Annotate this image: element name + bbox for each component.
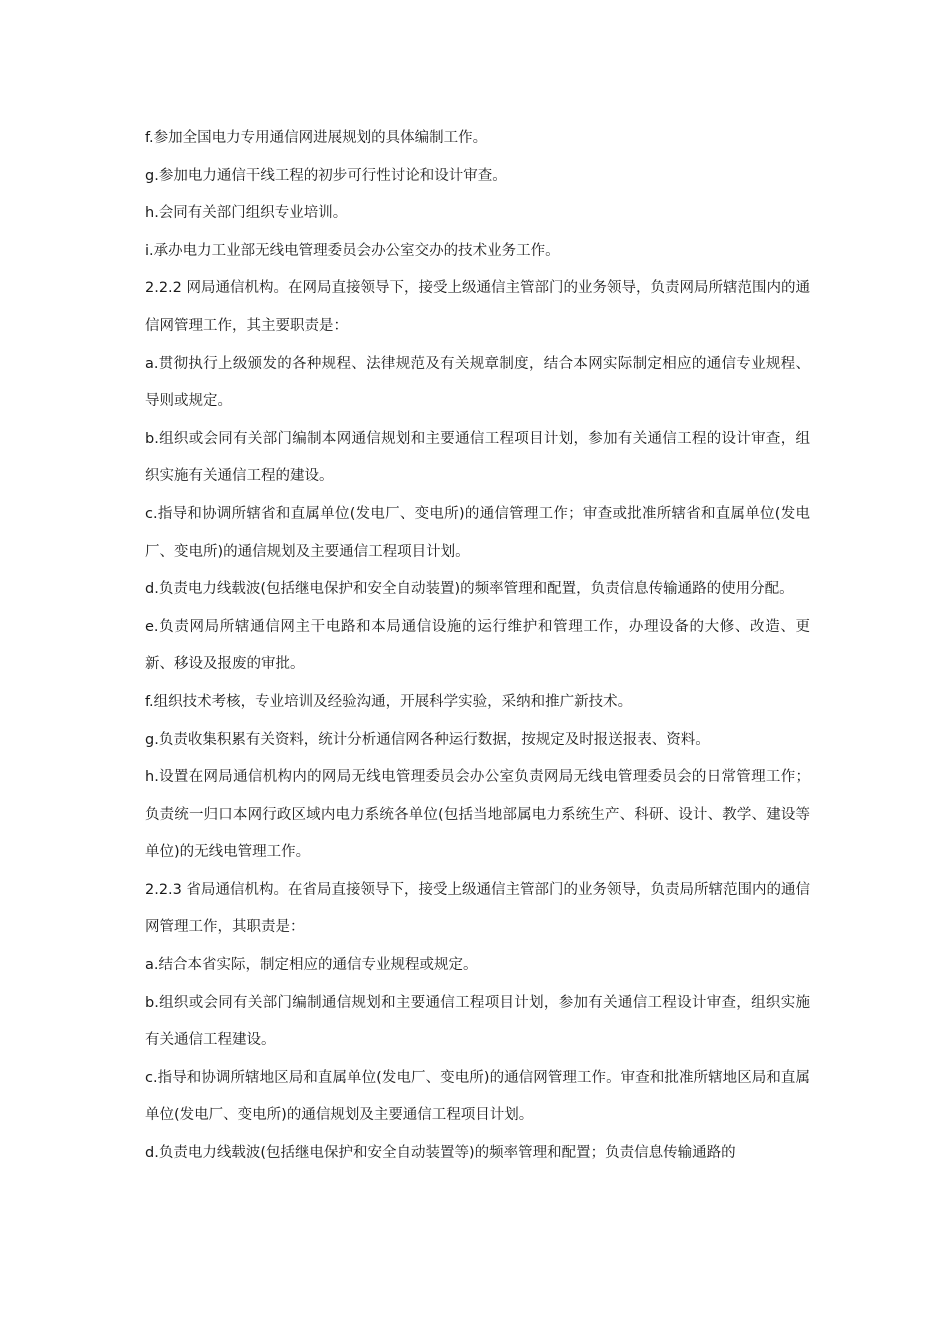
paragraph-d-frequency: d.负责电力线载波(包括继电保护和安全自动装置)的频率管理和配置，负责信息传输通路的使用分配。 <box>145 581 794 598</box>
paragraph-g-data-collection: g.负责收集积累有关资料，统计分析通信网各种运行数据，按规定及时报送报表、资料。 <box>145 731 710 748</box>
paragraph-g-trunk-review: g.参加电力通信干线工程的初步可行性讨论和设计审查。 <box>145 167 507 184</box>
paragraph-h-radio-management: h.设置在网局通信机构内的网局无线电管理委员会办公室负责网局无线电管理委员会的日常管理工作；负责统一归口本网行政区域内电力系统各单位(包括当地部属电力系统生产、科研、设计、教学、建设等单位)的无线电管理工作。 <box>145 769 810 861</box>
paragraph-a-regulations: a.贯彻执行上级颁发的各种规程、法律规范及有关规章制度，结合本网实际制定相应的通信专业规程、导则或规定。 <box>145 355 810 410</box>
paragraph-e-maintenance: e.负责网局所辖通信网主干电路和本局通信设施的运行维护和管理工作，办理设备的大修、改造、更新、移设及报废的审批。 <box>145 618 810 673</box>
paragraph-d-provincial-frequency: d.负责电力线载波(包括继电保护和安全自动装置等)的频率管理和配置；负责信息传输通路的 <box>145 1145 736 1162</box>
document-body <box>145 120 810 1173</box>
section-2-2-2-heading: 2.2.2 网局通信机构。在网局直接领导下，接受上级通信主管部门的业务领导，负责网局所辖范围内的通信网管理工作，其主要职责是： <box>145 280 810 334</box>
paragraph-c-coordination: c.指导和协调所辖省和直属单位(发电厂、变电所)的通信管理工作；审查或批准所辖省和直属单位(发电厂、变电所)的通信规划及主要通信工程项目计划。 <box>145 505 810 560</box>
section-2-2-3-heading: 2.2.3 省局通信机构。在省局直接领导下，接受上级通信主管部门的业务领导，负责局所辖范围内的通信网管理工作，其职责是： <box>145 881 810 936</box>
paragraph-h-training: h.会同有关部门组织专业培训。 <box>145 205 348 222</box>
paragraph-b-provincial-planning: b.组织或会同有关部门编制通信规划和主要通信工程项目计划，参加有关通信工程设计审查，组织实施有关通信工程建设。 <box>145 994 810 1049</box>
paragraph-a-provincial-rules: a.结合本省实际，制定相应的通信专业规程或规定。 <box>145 957 478 974</box>
paragraph-f-technical-assessment: f.组织技术考核，专业培训及经验沟通，开展科学实验，采纳和推广新技术。 <box>145 693 633 710</box>
paragraph-i-radio-office: i.承办电力工业部无线电管理委员会办公室交办的技术业务工作。 <box>145 242 560 259</box>
paragraph-f-national-plan: f.参加全国电力专用通信网进展规划的具体编制工作。 <box>145 130 488 146</box>
paragraph-b-planning: b.组织或会同有关部门编制本网通信规划和主要通信工程项目计划，参加有关通信工程的设计审查，组织实施有关通信工程的建设。 <box>145 430 810 485</box>
paragraph-c-provincial-coordination: c.指导和协调所辖地区局和直属单位(发电厂、变电所)的通信网管理工作。审查和批准所辖地区局和直属单位(发电厂、变电所)的通信规划及主要通信工程项目计划。 <box>145 1069 810 1124</box>
